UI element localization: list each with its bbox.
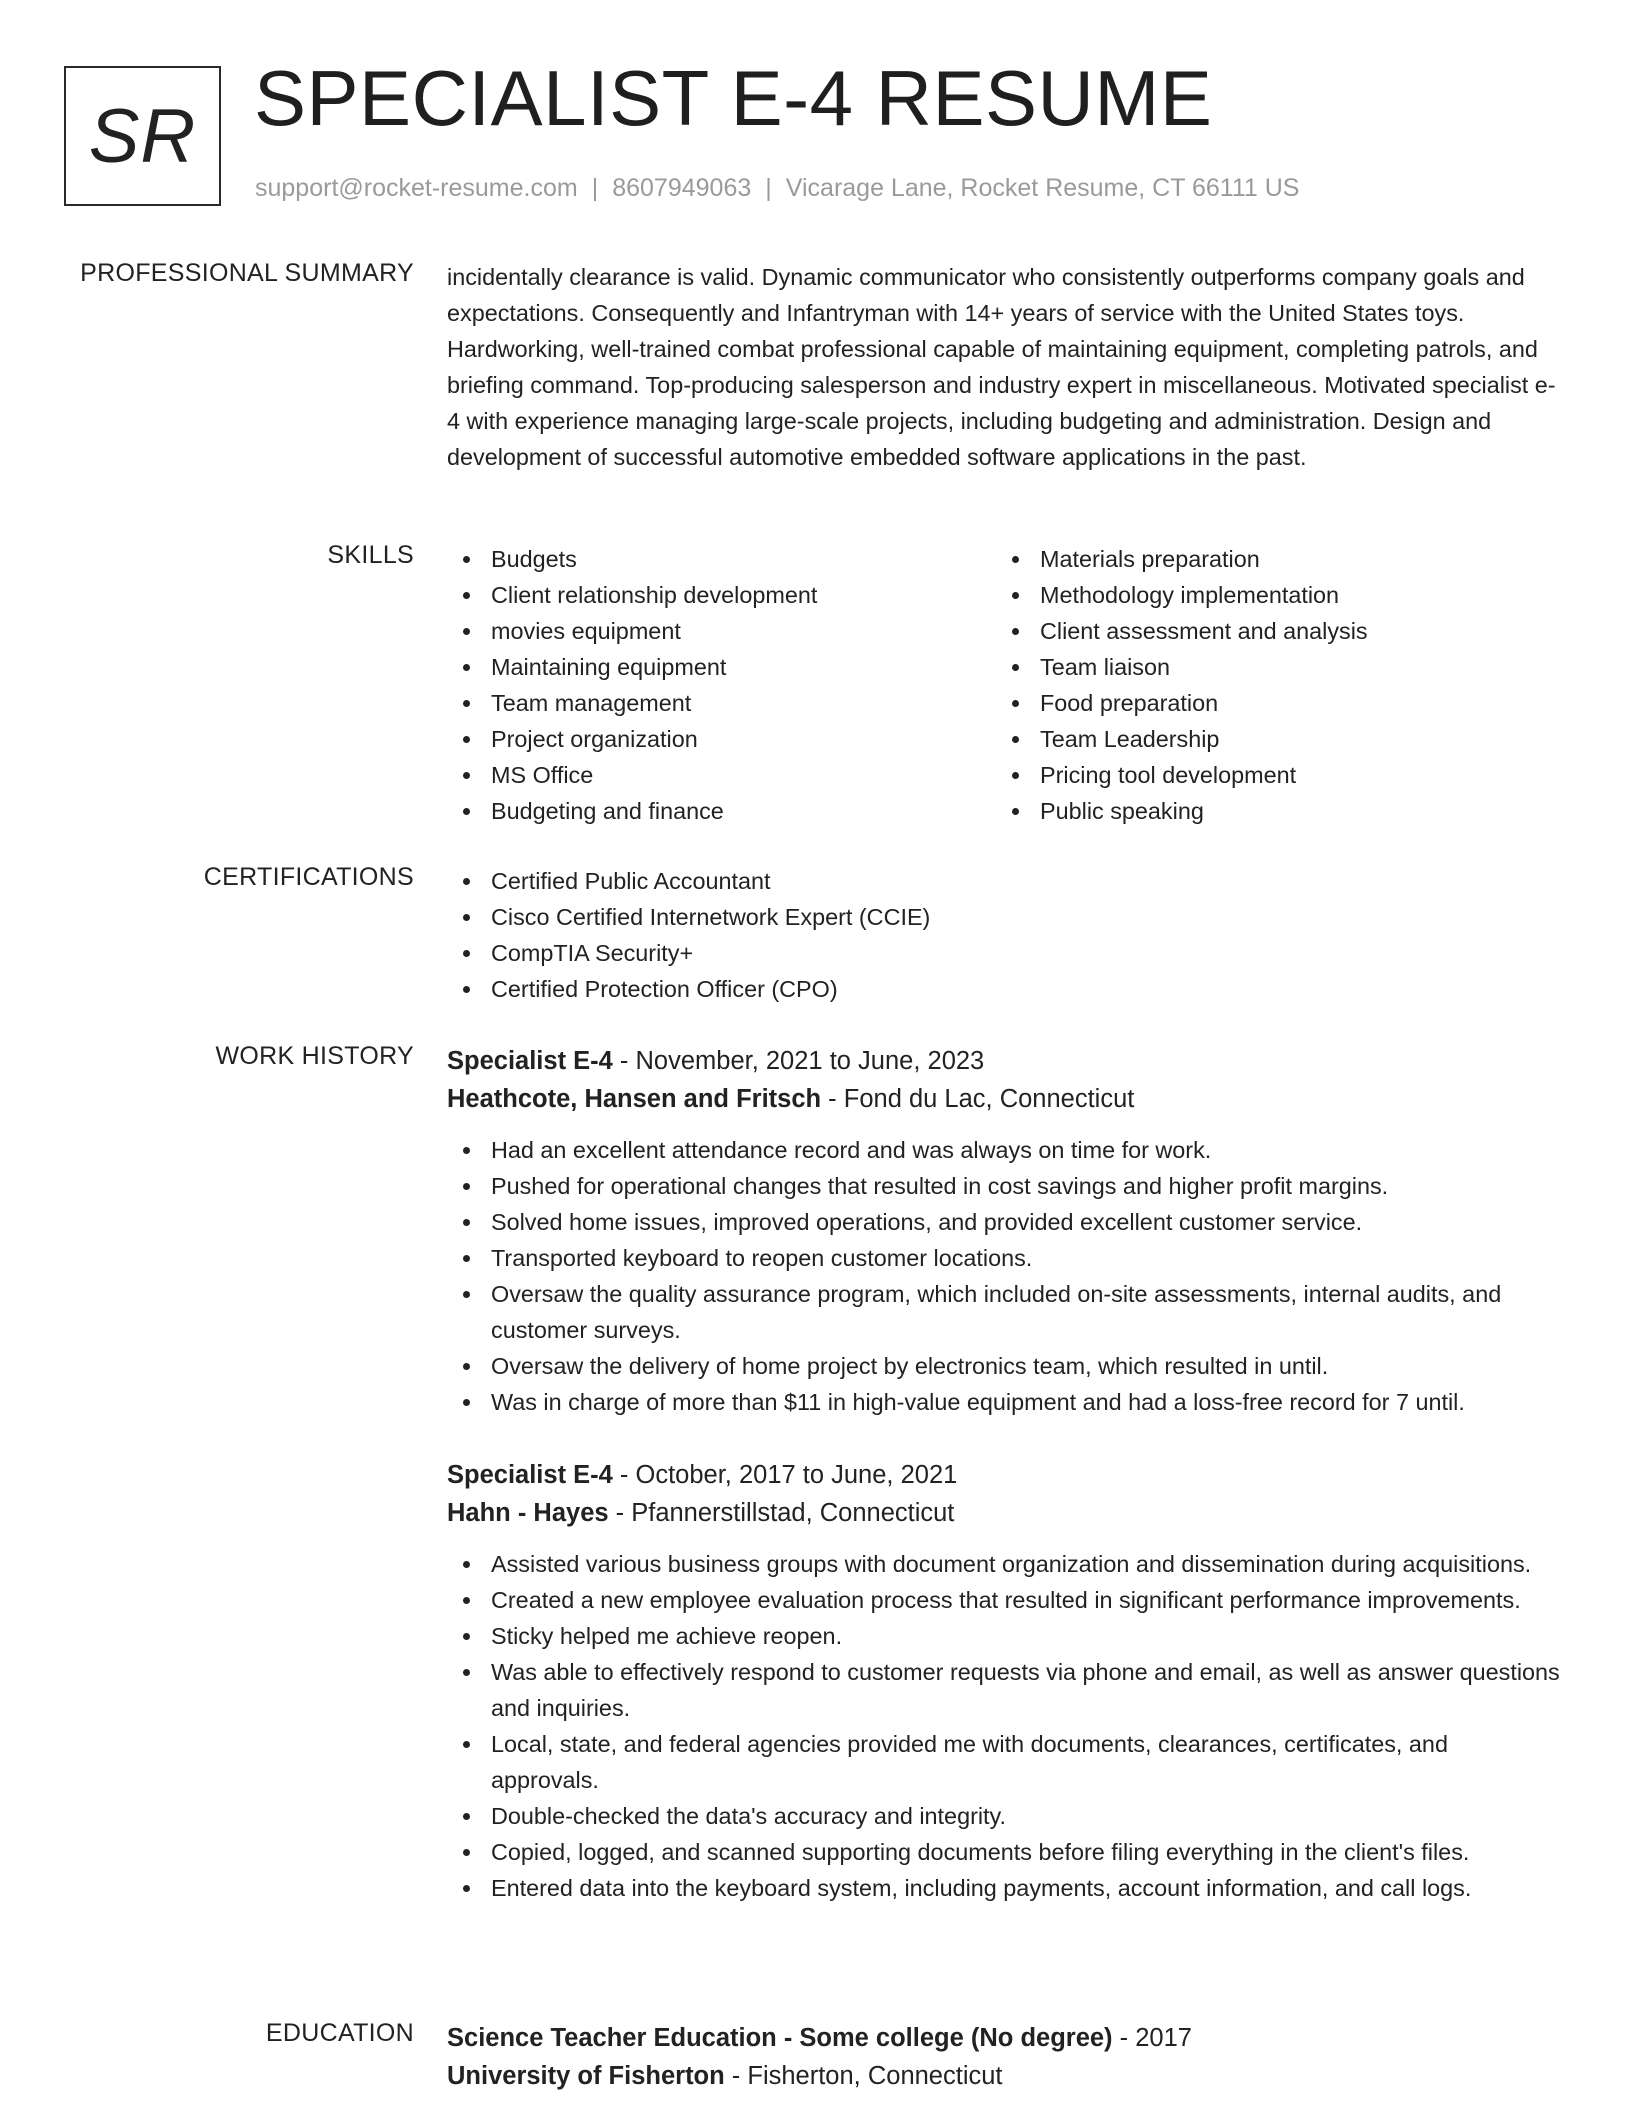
job-bullet: Sticky helped me achieve reopen.: [447, 1618, 1562, 1654]
section-label-education: EDUCATION: [265, 2019, 414, 2047]
skill-item: Team liaison: [996, 649, 1545, 685]
skill-item: Client relationship development: [447, 577, 996, 613]
skill-item: MS Office: [447, 757, 996, 793]
job-location: - Pfannerstillstad, Connecticut: [608, 1499, 955, 1527]
job-company-line: [447, 1080, 1562, 1118]
contact-phone: 8607949063: [612, 174, 752, 202]
education-school: University of Fisherton: [447, 2062, 725, 2090]
job-location: - Fond du Lac, Connecticut: [821, 1085, 1135, 1113]
education-location: - Fisherton, Connecticut: [724, 2062, 1003, 2090]
summary-text: incidentally clearance is valid. Dynamic communicator who consistently outperforms company goals and expectations. Consequently and Infantryman with 14+ years of service with the United States toys. Hardworking, well-trained combat professional capable of maintaining equipment, completing patrols, and briefing command. Top-producing salesperson and industry expert in miscellaneous. Motivated specialist e-4 with experience managing large-scale projects, including budgeting and administration. Design and development of successful automotive embedded software applications in the past.: [447, 264, 1556, 470]
job-bullets: [447, 1546, 1562, 1906]
resume-title: SPECIALIST E-4 RESUME: [254, 54, 1213, 142]
section-label-work-history: WORK HISTORY: [215, 1042, 414, 1070]
job-title-line: [447, 1042, 1562, 1080]
contact-separator: |: [591, 174, 599, 202]
skill-item: movies equipment: [447, 613, 996, 649]
job-title-line: [447, 1456, 1562, 1494]
job-dates: - October, 2017 to June, 2021: [612, 1461, 958, 1489]
job-bullet: Copied, logged, and scanned supporting documents before filing everything in the client's files.: [447, 1834, 1562, 1870]
skill-item: Food preparation: [996, 685, 1545, 721]
job-bullet: Entered data into the keyboard system, including payments, account information, and call logs.: [447, 1870, 1562, 1906]
skill-item: Public speaking: [996, 793, 1545, 829]
section-label-certifications: CERTIFICATIONS: [203, 863, 414, 891]
certification-item: Cisco Certified Internetwork Expert (CCIE): [447, 899, 1562, 935]
skill-item: Pricing tool development: [996, 757, 1545, 793]
section-label-skills: SKILLS: [327, 541, 414, 569]
education-school-line: [447, 2057, 1562, 2095]
education-year: - 2017: [1112, 2024, 1192, 2052]
job-entry: [447, 1456, 1562, 1906]
job-bullet: Had an excellent attendance record and was always on time for work.: [447, 1132, 1562, 1168]
contact-line: [255, 174, 1299, 203]
skill-item: Project organization: [447, 721, 996, 757]
monogram-box: [64, 66, 221, 206]
job-bullets: [447, 1132, 1562, 1420]
skill-item: Budgets: [447, 541, 996, 577]
job-bullet: Double-checked the data's accuracy and integrity.: [447, 1798, 1562, 1834]
monogram-initials: SR: [88, 93, 197, 179]
skills-list-left: [447, 541, 996, 829]
job-bullet: Created a new employee evaluation process that resulted in significant performance improvements.: [447, 1582, 1562, 1618]
skill-item: Materials preparation: [996, 541, 1545, 577]
job-bullet: Was able to effectively respond to customer requests via phone and email, as well as answer questions and inquiries.: [447, 1654, 1562, 1726]
job-bullet: Assisted various business groups with document organization and dissemination during acquisitions.: [447, 1546, 1562, 1582]
job-bullet: Was in charge of more than $11 in high-value equipment and had a loss-free record for 7 until.: [447, 1384, 1562, 1420]
education-degree-line: [447, 2019, 1562, 2057]
certifications-list: [447, 863, 1562, 1007]
section-label-summary: PROFESSIONAL SUMMARY: [80, 259, 414, 287]
skill-item: Team Leadership: [996, 721, 1545, 757]
contact-address: Vicarage Lane, Rocket Resume, CT 66111 US: [785, 174, 1300, 202]
skill-item: Budgeting and finance: [447, 793, 996, 829]
skill-item: Methodology implementation: [996, 577, 1545, 613]
job-entry: [447, 1042, 1562, 1420]
job-title: Specialist E-4: [447, 1461, 613, 1489]
certification-item: Certified Public Accountant: [447, 863, 1562, 899]
skills-list-right: [996, 541, 1545, 829]
certification-item: CompTIA Security+: [447, 935, 1562, 971]
certification-item: Certified Protection Officer (CPO): [447, 971, 1562, 1007]
skill-item: Maintaining equipment: [447, 649, 996, 685]
contact-separator: |: [765, 174, 772, 202]
skill-item: Team management: [447, 685, 996, 721]
job-company-line: [447, 1494, 1562, 1532]
job-bullet: Oversaw the quality assurance program, which included on-site assessments, internal audits, and customer surveys.: [447, 1276, 1562, 1348]
job-company: Hahn - Hayes: [447, 1499, 609, 1527]
job-bullet: Local, state, and federal agencies provided me with documents, clearances, certificates, and approvals.: [447, 1726, 1562, 1798]
skill-item: Client assessment and analysis: [996, 613, 1545, 649]
job-dates: - November, 2021 to June, 2023: [612, 1047, 985, 1075]
contact-email: support@rocket-resume.com: [255, 174, 578, 202]
job-bullet: Transported keyboard to reopen customer locations.: [447, 1240, 1562, 1276]
job-bullet: Solved home issues, improved operations, and provided excellent customer service.: [447, 1204, 1562, 1240]
job-title: Specialist E-4: [447, 1047, 613, 1075]
job-bullet: Pushed for operational changes that resulted in cost savings and higher profit margins.: [447, 1168, 1562, 1204]
job-bullet: Oversaw the delivery of home project by electronics team, which resulted in until.: [447, 1348, 1562, 1384]
education-degree: Science Teacher Education - Some college (No degree): [447, 2024, 1113, 2052]
job-company: Heathcote, Hansen and Fritsch: [447, 1085, 822, 1113]
